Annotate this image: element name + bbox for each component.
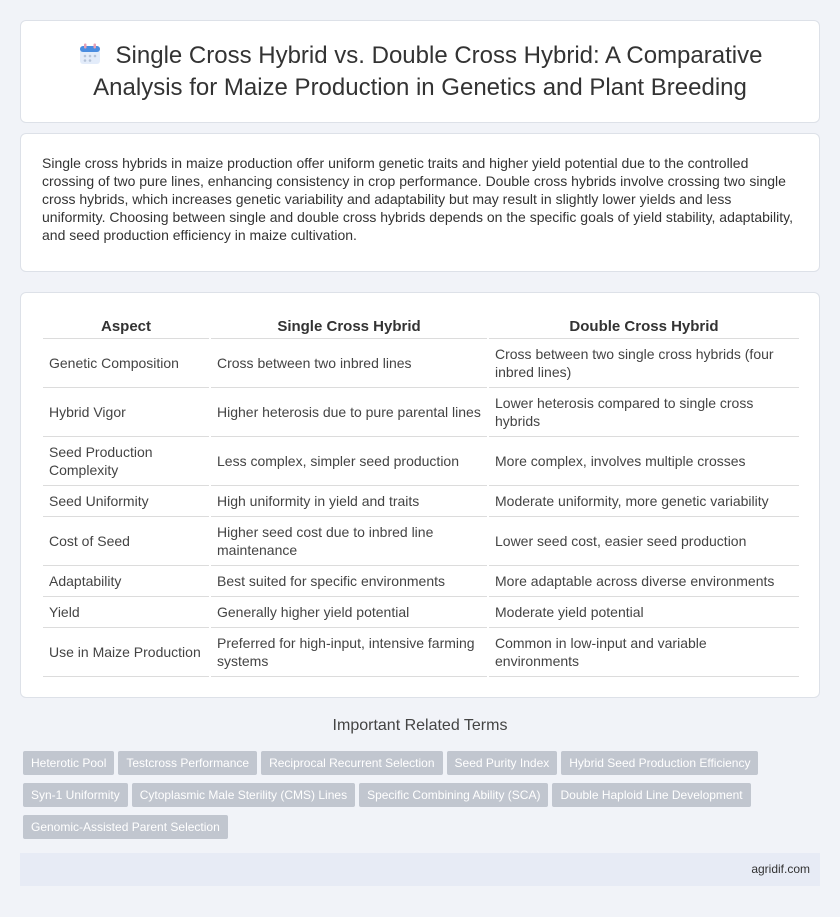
tag-seed-purity-index[interactable]: Seed Purity Index: [447, 751, 558, 775]
related-terms-tags: [23, 751, 823, 847]
row-double-cross: Common in low-input and variable environments: [489, 628, 799, 677]
calendar-icon: [78, 42, 102, 73]
tag-heterotic-pool[interactable]: Heterotic Pool: [23, 751, 114, 775]
row-aspect: Genetic Composition: [43, 339, 209, 388]
table-row: [43, 388, 799, 437]
row-double-cross: More adaptable across diverse environments: [489, 566, 799, 597]
comparison-table: [41, 311, 801, 677]
row-aspect: Seed Uniformity: [43, 486, 209, 517]
table-row: [43, 597, 799, 628]
comparison-card: [20, 292, 820, 698]
summary-card: [20, 133, 820, 272]
title-wrap: [50, 41, 790, 102]
table-row: [43, 486, 799, 517]
header-single-cross: Single Cross Hybrid: [211, 311, 487, 339]
header-double-cross: Double Cross Hybrid: [489, 311, 799, 339]
table-row: [43, 566, 799, 597]
row-single-cross: Best suited for specific environments: [211, 566, 487, 597]
row-single-cross: Less complex, simpler seed production: [211, 437, 487, 486]
row-double-cross: Moderate yield potential: [489, 597, 799, 628]
summary-text: Single cross hybrids in maize production offer uniform genetic traits and higher yield potential due to the controlled crossing of two pure lines, enhancing consistency in crop performance. Double cross hybrids involve crossing two single cross hybrids, which increases genetic variability and adaptability but may result in slightly lower yields and less uniformity. Choosing between single and double cross hybrids depends on the specific goals of yield stability, adaptability, and seed production efficiency in maize cultivation.: [42, 155, 793, 243]
tag-reciprocal-recurrent-selection[interactable]: Reciprocal Recurrent Selection: [261, 751, 442, 775]
table-row: [43, 339, 799, 388]
row-double-cross: More complex, involves multiple crosses: [489, 437, 799, 486]
tag-syn-1-uniformity[interactable]: Syn-1 Uniformity: [23, 783, 128, 807]
row-double-cross: Moderate uniformity, more genetic variability: [489, 486, 799, 517]
tag-specific-combining-ability[interactable]: Specific Combining Ability (SCA): [359, 783, 548, 807]
footer: [20, 853, 820, 886]
row-single-cross: Cross between two inbred lines: [211, 339, 487, 388]
title-card: [20, 20, 820, 123]
tag-genomic-assisted-parent-selection[interactable]: Genomic-Assisted Parent Selection: [23, 815, 228, 839]
row-double-cross: Cross between two single cross hybrids (four inbred lines): [489, 339, 799, 388]
footer-site[interactable]: agridif.com: [751, 862, 810, 876]
row-single-cross: Higher heterosis due to pure parental lines: [211, 388, 487, 437]
row-aspect: Hybrid Vigor: [43, 388, 209, 437]
row-aspect: Cost of Seed: [43, 517, 209, 566]
tag-testcross-performance[interactable]: Testcross Performance: [118, 751, 257, 775]
row-single-cross: Higher seed cost due to inbred line maintenance: [211, 517, 487, 566]
table-row: [43, 628, 799, 677]
header-aspect: Aspect: [43, 311, 209, 339]
page-title: [50, 41, 790, 102]
row-single-cross: Preferred for high-input, intensive farming systems: [211, 628, 487, 677]
table-row: [43, 517, 799, 566]
row-aspect: Yield: [43, 597, 209, 628]
page-title-text: Single Cross Hybrid vs. Double Cross Hybrid: A Comparative Analysis for Maize Production in Genetics and Plant Breeding: [93, 42, 763, 101]
row-aspect: Adaptability: [43, 566, 209, 597]
tag-cms-lines[interactable]: Cytoplasmic Male Sterility (CMS) Lines: [132, 783, 355, 807]
row-aspect: Seed Production Complexity: [43, 437, 209, 486]
tag-double-haploid-line-development[interactable]: Double Haploid Line Development: [552, 783, 750, 807]
row-single-cross: High uniformity in yield and traits: [211, 486, 487, 517]
table-row: [43, 437, 799, 486]
row-aspect: Use in Maize Production: [43, 628, 209, 677]
row-double-cross: Lower heterosis compared to single cross hybrids: [489, 388, 799, 437]
table-header-row: [43, 311, 799, 339]
related-terms-title: Important Related Terms: [332, 717, 508, 734]
tag-hybrid-seed-production-efficiency[interactable]: Hybrid Seed Production Efficiency: [561, 751, 758, 775]
row-double-cross: Lower seed cost, easier seed production: [489, 517, 799, 566]
row-single-cross: Generally higher yield potential: [211, 597, 487, 628]
